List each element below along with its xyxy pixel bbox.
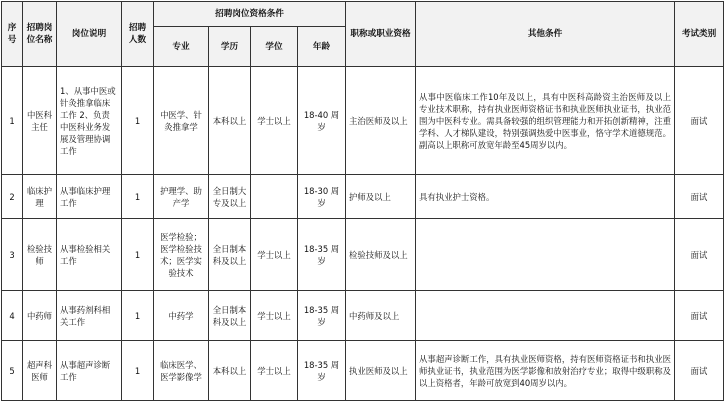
- cell-age: 18-35 周岁: [298, 219, 346, 291]
- cell-education: 全日制大专及以上: [209, 175, 251, 219]
- cell-count: 1: [122, 291, 154, 341]
- cell-exam: 面试: [675, 291, 724, 341]
- header-title: 职称或职业资格: [346, 2, 416, 67]
- header-degree: 学位: [251, 27, 298, 67]
- cell-post-name: 中医科主任: [23, 67, 57, 175]
- header-count: 招聘人数: [122, 2, 154, 67]
- cell-major: 医学检验；医学检验技术；医学实验技术: [154, 219, 209, 291]
- cell-degree: 学士以上: [251, 341, 298, 401]
- cell-age: 18-40 周岁: [298, 67, 346, 175]
- cell-major: 护理学、助产学: [154, 175, 209, 219]
- cell-post-desc: 从事临床护理工作: [57, 175, 122, 219]
- cell-seq: 1: [2, 67, 23, 175]
- cell-post-desc: 从事超声诊断工作: [57, 341, 122, 401]
- cell-post-desc: 1、从事中医或针灸推拿临床工作 2、负责中医科业务发展及管理协调工作: [57, 67, 122, 175]
- cell-post-name: 超声科医师: [23, 341, 57, 401]
- cell-age: 18-35 周岁: [298, 341, 346, 401]
- cell-seq: 2: [2, 175, 23, 219]
- header-exam: 考试类别: [675, 2, 724, 67]
- cell-seq: 4: [2, 291, 23, 341]
- cell-other: 从事超声诊断工作，具有执业医师资格，持有医师资格证书和执业医师执业证书，执业范围为医学影像和放射治疗专业；取得中级职称及以上资格者，年龄可放宽到40周岁以内。: [416, 341, 675, 401]
- cell-age: 18-35 周岁: [298, 291, 346, 341]
- cell-title: 执业医师及以上: [346, 341, 416, 401]
- header-qualifications: 招聘岗位资格条件: [154, 2, 346, 27]
- cell-count: 1: [122, 219, 154, 291]
- cell-degree: 学士以上: [251, 67, 298, 175]
- cell-post-desc: 从事检验相关工作: [57, 219, 122, 291]
- table-row: [2, 67, 724, 175]
- header-post-name: 招聘岗位名称: [23, 2, 57, 67]
- header-age: 年龄: [298, 27, 346, 67]
- table-row: [2, 291, 724, 341]
- cell-age: 18-30 周岁: [298, 175, 346, 219]
- cell-title: 检验技师及以上: [346, 219, 416, 291]
- cell-other: [416, 291, 675, 341]
- cell-other: 具有执业护士资格。: [416, 175, 675, 219]
- header-post-desc: 岗位说明: [57, 2, 122, 67]
- cell-other: [416, 219, 675, 291]
- cell-education: 全日制本科及以上: [209, 219, 251, 291]
- cell-other: 从事中医临床工作10年及以上，具有中医科高龄资主治医师及以上专业技术职称，持有执业医师资格证书和执业医师执业证书，执业范围为中医科专业。需具备较强的组织管理能力和开拓创新精神，注重学科、人才梯队建设，特别强调热爱中医事业，恪守学术道德规范。副高以上职称可放宽年龄至45周岁以内。: [416, 67, 675, 175]
- table-row: [2, 341, 724, 401]
- table-row: [2, 219, 724, 291]
- cell-education: 全日制本科及以上: [209, 291, 251, 341]
- cell-seq: 3: [2, 219, 23, 291]
- cell-post-name: 临床护理: [23, 175, 57, 219]
- cell-degree: 学士以上: [251, 219, 298, 291]
- cell-degree: 学士以上: [251, 291, 298, 341]
- cell-seq: 5: [2, 341, 23, 401]
- header-seq: 序号: [2, 2, 23, 67]
- table-row: [2, 175, 724, 219]
- cell-count: 1: [122, 67, 154, 175]
- cell-major: 临床医学、医学影像学: [154, 341, 209, 401]
- header-other: 其他条件: [416, 2, 675, 67]
- cell-post-desc: 从事药剂科相关工作: [57, 291, 122, 341]
- cell-post-name: 检验技师: [23, 219, 57, 291]
- cell-degree: [251, 175, 298, 219]
- cell-exam: 面试: [675, 175, 724, 219]
- cell-education: 本科以上: [209, 67, 251, 175]
- cell-major: 中医学、针灸推拿学: [154, 67, 209, 175]
- cell-count: 1: [122, 175, 154, 219]
- cell-major: 中药学: [154, 291, 209, 341]
- cell-exam: 面试: [675, 341, 724, 401]
- cell-title: 主治医师及以上: [346, 67, 416, 175]
- header-education: 学历: [209, 27, 251, 67]
- header-major: 专业: [154, 27, 209, 67]
- cell-count: 1: [122, 341, 154, 401]
- cell-post-name: 中药师: [23, 291, 57, 341]
- cell-title: 中药师及以上: [346, 291, 416, 341]
- cell-exam: 面试: [675, 67, 724, 175]
- cell-title: 护师及以上: [346, 175, 416, 219]
- recruitment-table: [1, 1, 724, 401]
- cell-education: 本科以上: [209, 341, 251, 401]
- cell-exam: 面试: [675, 219, 724, 291]
